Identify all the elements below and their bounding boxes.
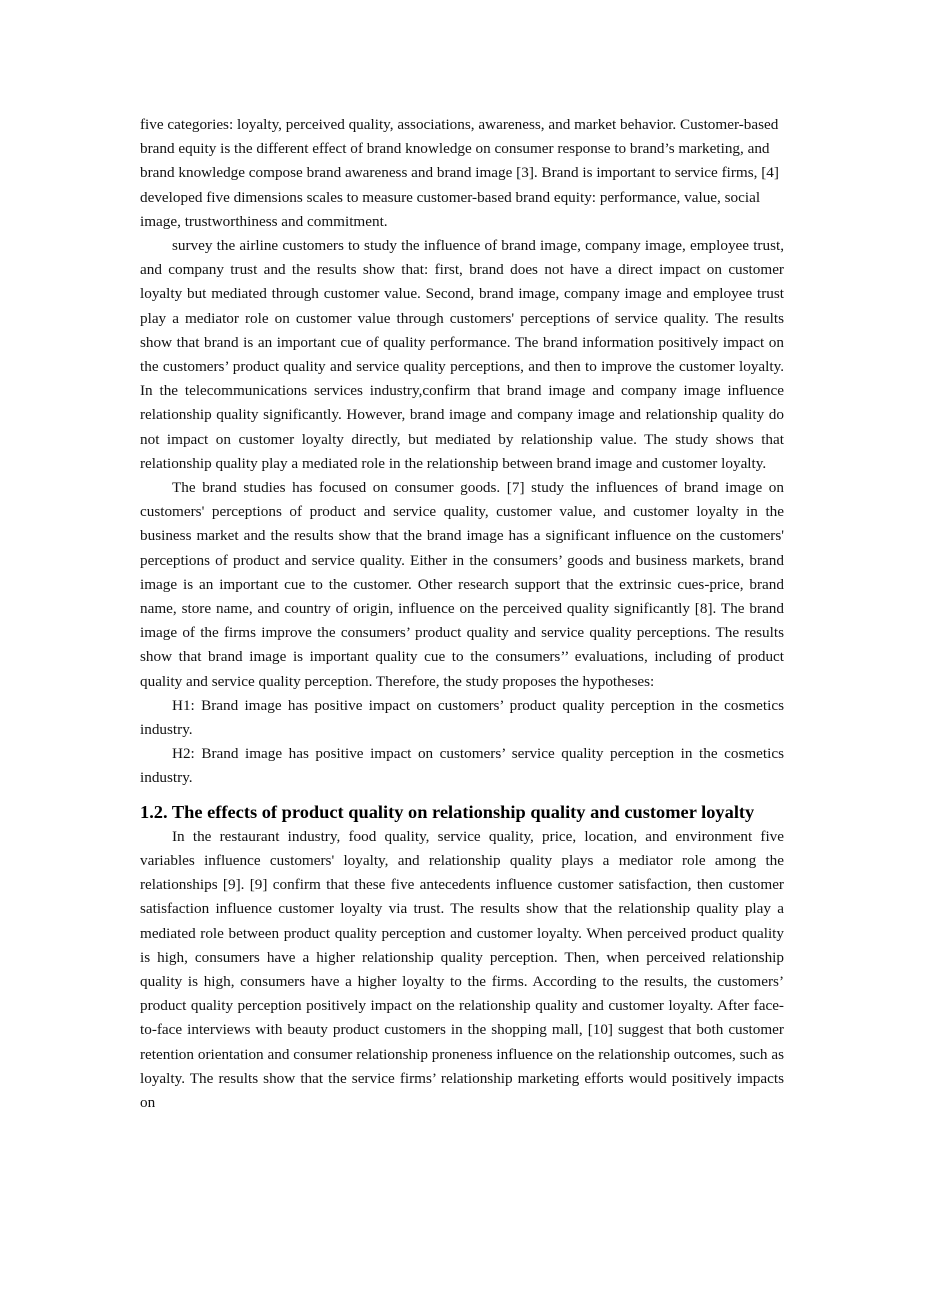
body-paragraph: The brand studies has focused on consumer goods. [7] study the influences of brand image on customers' perceptions of product and service quality, customer value, and customer loyalty in the business market and the results show that the brand image has a significant influence on the customers' perceptions of product and service quality. Either in the consumers’ goods and business markets, brand image is an important cue to the customer. Other research support that the extrinsic cues-price, brand name, store name, and country of origin, influence on the perceived quality significantly [8]. The brand image of the firms improve the consumers’ product quality and service quality perceptions. The results show that brand image is important quality cue to the consumers’’ evaluations, including of product quality and service quality perception. Therefore, the study proposes the hypotheses: — [140, 479, 784, 690]
body-paragraph: five categories: loyalty, perceived quality, associations, awareness, and market behavior. Customer-based brand equity is the different effect of brand knowledge on consumer response to brand’s marketing, and brand knowledge compose brand awareness and brand image [3]. Brand is important to service firms, [4] developed five dimensions scales to measure customer-based brand equity: performance, value, social image, trustworthiness and commitment. — [140, 116, 779, 230]
document-page — [140, 113, 784, 1115]
section-heading: 1.2. The effects of product quality on relationship quality and customer loyalty — [140, 801, 755, 822]
body-paragraph: survey the airline customers to study the influence of brand image, company image, employee trust, and company trust and the results show that: first, brand does not have a direct impact on customer loyalty but mediated through customer value. Second, brand image, company image and employee trust play a mediator role on customer value through customers' perceptions of service quality. The results show that brand is an important cue of quality performance. The brand information positively impact on the customers’ product quality and service quality perceptions, and then to improve the customer loyalty. In the telecommunications services industry,confirm that brand image and company image influence relationship quality significantly. However, brand image and company image and relationship quality do not impact on customer loyalty directly, but mediated by relationship value. The study shows that relationship quality play a mediated role in the relationship between brand image and customer loyalty. — [140, 237, 784, 472]
hypothesis-h1: H1: Brand image has positive impact on customers’ product quality perception in the cosmetics industry. — [140, 696, 784, 739]
body-paragraph: In the restaurant industry, food quality, service quality, price, location, and environment five variables influence customers' loyalty, and relationship quality plays a mediator role among the relationships [9]. [9] confirm that these five antecedents influence customer satisfaction, then customer satisfaction influence customer loyalty via trust. The results show that the relationship quality play a mediated role between product quality perception and customer loyalty. When perceived product quality is high, consumers have a higher relationship quality perception. Then, when perceived relationship quality is high, consumers have a higher loyalty to the firms. According to the results, the customers’ product quality perception positively impact on the relationship quality and customer loyalty. After face-to-face interviews with beauty product customers in the shopping mall, [10] suggest that both customer retention orientation and consumer relationship proneness influence on the relationship outcomes, such as loyalty. The results show that the service firms’ relationship marketing efforts would positively impacts on — [140, 827, 784, 1111]
hypothesis-h2: H2: Brand image has positive impact on customers’ service quality perception in the cosmetics industry. — [140, 745, 784, 787]
